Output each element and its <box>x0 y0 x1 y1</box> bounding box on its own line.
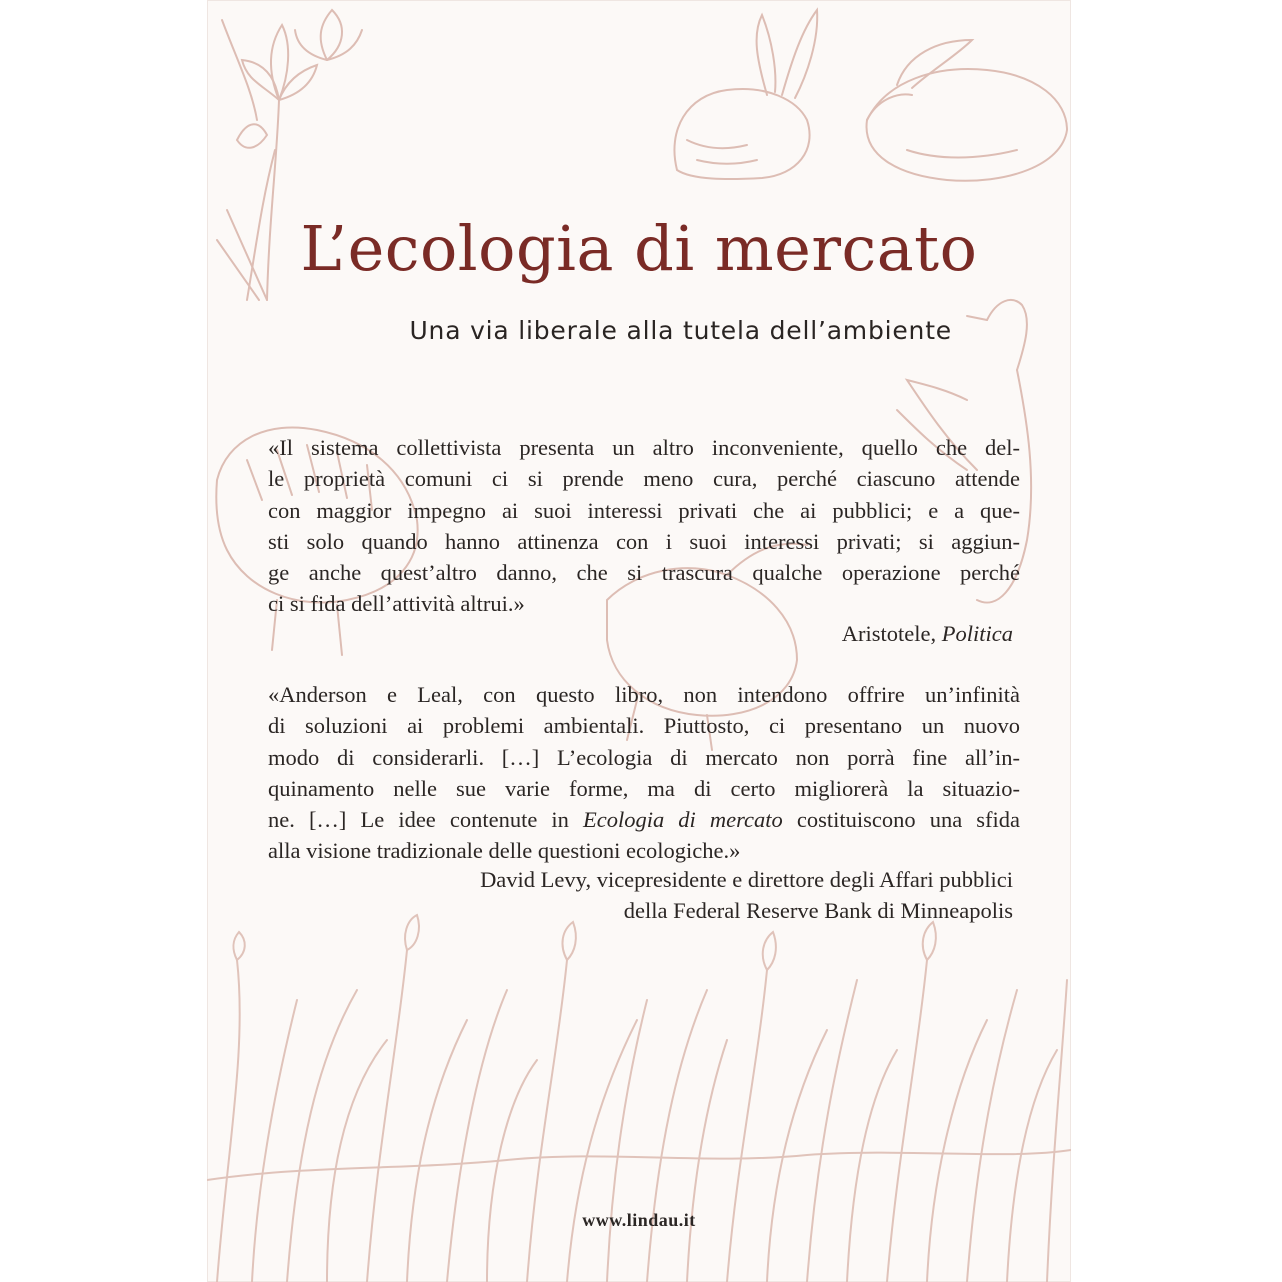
quote-line <box>268 804 1020 835</box>
book-back-cover <box>207 0 1071 1282</box>
attribution-author: Aristotele, <box>841 621 937 646</box>
quote-line: alla visione tradizionale delle questioni ecologiche.» <box>268 838 741 864</box>
rabbit-drawing-right <box>867 40 1067 181</box>
quote-line: sti solo quando hanno attinenza con i suoi interessi privati; si aggiun- <box>268 528 1020 554</box>
levy-quote <box>268 679 1020 867</box>
quote-line: ge anche quest’altro danno, che si trascura qualche operazione perché <box>268 560 1020 586</box>
aristotle-quote <box>268 432 1020 620</box>
attribution-work: Politica <box>941 621 1013 646</box>
quote-line: di soluzioni ai problemi ambientali. Piuttosto, ci presentano un nuovo <box>268 713 1020 739</box>
quote-line: quinamento nelle sue varie forme, ma di certo migliorerà la situazio- <box>268 775 1020 801</box>
book-subtitle: Una via liberale alla tutela dell’ambiente <box>409 316 952 345</box>
quote-text: ne. […] Le idee contenute in <box>268 807 583 833</box>
quote-line: «Anderson e Leal, con questo libro, non intendono offrire un’infinità <box>268 682 1020 707</box>
quote-line: modo di considerarli. […] L’ecologia di mercato non porrà fine all’in- <box>268 744 1020 770</box>
quote-text: costituiscono una sfida <box>782 807 1020 833</box>
quote-line: con maggior impegno ai suoi interessi privati che ai pubblici; e a que- <box>268 497 1020 523</box>
publisher-website: www.lindau.it <box>582 1210 696 1230</box>
quote-line: le proprietà comuni ci si prende meno cura, perché ciascuno attende <box>268 466 1020 492</box>
book-title: L’ecologia di mercato <box>300 212 978 285</box>
rabbit-drawing-left <box>674 10 817 179</box>
attribution-line: della Federal Reserve Bank di Minneapolis <box>623 898 1013 924</box>
aristotle-attribution <box>842 618 1013 649</box>
attribution-line: David Levy, vicepresidente e direttore degli Affari pubblici <box>480 867 1013 892</box>
quote-line: ci si fida dell’attività altrui.» <box>268 591 525 617</box>
quote-book-title: Ecologia di mercato <box>583 807 783 833</box>
levy-attribution <box>480 864 1013 927</box>
quote-line: «Il sistema collettivista presenta un altro inconveniente, quello che del- <box>268 435 1020 460</box>
